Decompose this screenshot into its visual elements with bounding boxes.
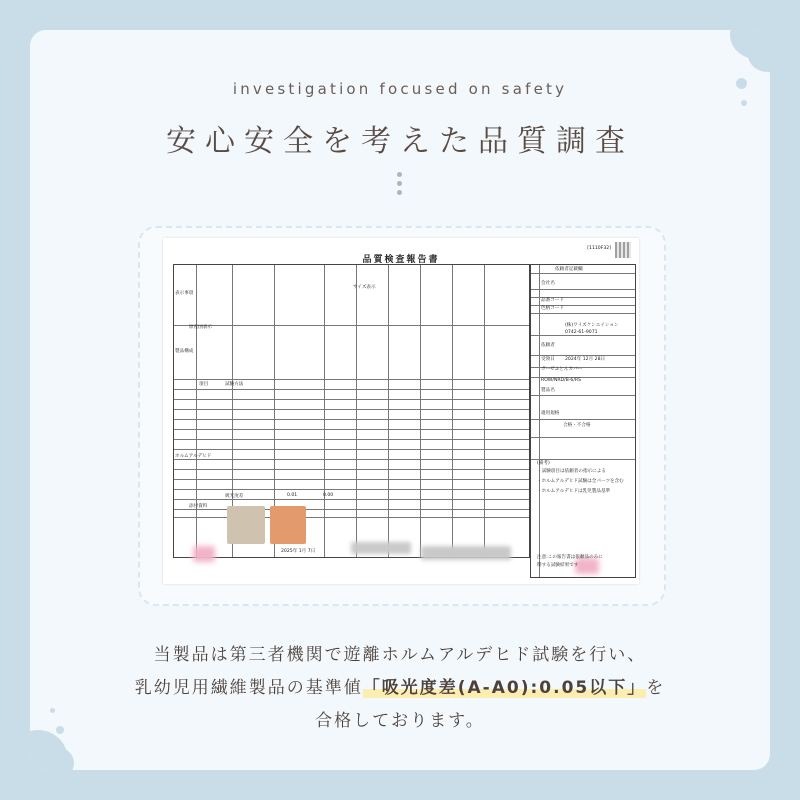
description-line-2-suffix: を <box>646 678 666 698</box>
side-header: 依頼者記載欄 <box>555 267 583 272</box>
cloud-decoration-bottom-left-2 <box>44 748 74 770</box>
side-note-label: (備考) <box>537 461 550 466</box>
side-code: ROW/NRD/B-6/RS <box>541 378 581 383</box>
fabric-swatch-orange <box>270 506 306 544</box>
label-size: サイズ表示 <box>353 285 376 290</box>
redacted-stamp <box>193 546 215 562</box>
side-product: 製品名 <box>541 388 555 393</box>
sample-date: 2025年 1月 7日 <box>281 549 316 554</box>
page-title: 安心安全を考えた品質調査 <box>166 124 634 159</box>
report-number: [1110F32] <box>587 246 611 251</box>
qr-code <box>615 242 631 258</box>
side-standard: 適用規格 <box>541 411 560 416</box>
report-title: 品質検査報告書 <box>362 255 440 265</box>
label-item: 項目 <box>199 382 209 387</box>
value-2: 0.00 <box>323 493 334 498</box>
page-subtitle: investigation focused on safety <box>232 80 568 98</box>
label-method: 試験方法 <box>225 382 244 387</box>
redacted-block <box>421 546 511 560</box>
redacted-block <box>351 542 411 554</box>
side-date: 2024年 12月 28日 <box>565 357 606 362</box>
description-line-3-text: 合格しております。 <box>315 711 485 731</box>
label-sample: 添付資料 <box>189 504 208 509</box>
label-absorbance: 吸光度差 <box>225 494 244 499</box>
side-supplier: (株)ワイズケンエイション <box>565 323 619 328</box>
standard-value-highlight: 「吸光度差(A-A0):0.05以下」 <box>362 678 647 698</box>
description-line-2 <box>0 673 800 698</box>
vertical-dots-divider <box>397 172 403 199</box>
label-origin: 原産国表示 <box>189 325 212 330</box>
quality-report-document <box>163 238 639 584</box>
report-side-table <box>530 264 636 578</box>
description-line-1-text: 当製品は第三者機関で遊離ホルムアルデヒド試験を行い、 <box>153 645 647 665</box>
side-standard-row: 合格・不合格 <box>563 423 591 428</box>
description-line-3 <box>0 706 800 731</box>
side-note-2: ・ホルムアルデヒド試験は全パーツを含む <box>537 479 624 484</box>
side-company: 会社名 <box>541 281 555 286</box>
side-contact: 依頼者 <box>541 343 555 348</box>
decor-dot <box>741 100 747 106</box>
label-display: 表示事項 <box>175 291 194 296</box>
side-date-label: 受領日 <box>541 357 555 362</box>
side-phone: 0742-61-9071 <box>565 330 598 335</box>
side-color-code: 色柄コード <box>541 306 564 311</box>
description-line-2-prefix: 乳幼児用繊維製品の基準値 <box>134 678 363 698</box>
label-material: 製品構成 <box>175 349 194 354</box>
side-note-1: ・試験項目は依頼者の指示による <box>537 469 606 474</box>
label-formaldehyde: ホルムアルデヒド <box>175 454 212 459</box>
fabric-swatch-beige <box>227 506 265 544</box>
side-footer-1: 注意:この報告書は依頼品のみに <box>537 555 603 560</box>
value-1: 0.01 <box>287 493 298 498</box>
side-item: ガーゼふとんカバー <box>541 367 583 372</box>
side-product-code: 品番コード <box>541 298 564 303</box>
side-note-3: ・ホルムアルデヒドは乳児製品基準 <box>537 489 611 494</box>
side-footer-2: 関する試験結果です <box>537 563 579 568</box>
description-line-1 <box>0 640 800 665</box>
